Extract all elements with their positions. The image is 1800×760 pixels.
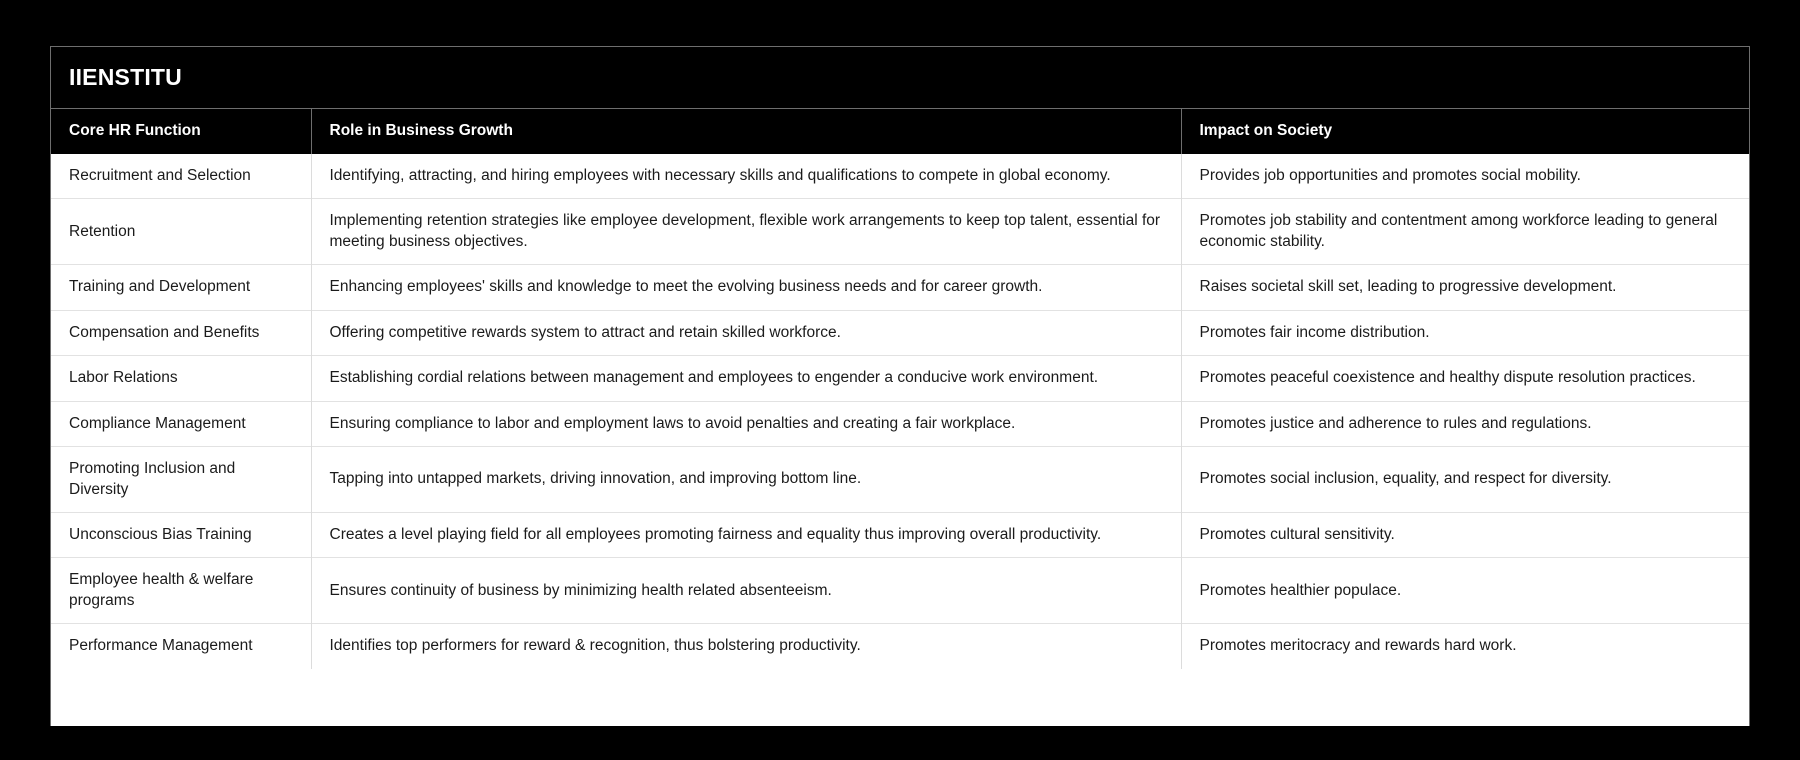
table-row xyxy=(51,199,1749,265)
cell-role-in-business-growth: Creates a level playing field for all employees promoting fairness and equality thus improving overall productivity. xyxy=(311,512,1181,557)
cell-role-in-business-growth: Tapping into untapped markets, driving innovation, and improving bottom line. xyxy=(311,447,1181,513)
cell-role-in-business-growth: Offering competitive rewards system to attract and retain skilled workforce. xyxy=(311,310,1181,355)
table-body xyxy=(51,154,1749,669)
brand-row xyxy=(51,47,1749,109)
table-row xyxy=(51,624,1749,669)
cell-role-in-business-growth: Enhancing employees' skills and knowledge to meet the evolving business needs and for career growth. xyxy=(311,265,1181,310)
cell-core-hr-function: Retention xyxy=(51,199,311,265)
table-row xyxy=(51,310,1749,355)
column-header-core-hr-function: Core HR Function xyxy=(51,109,311,154)
cell-impact-on-society: Promotes cultural sensitivity. xyxy=(1181,512,1749,557)
table-header xyxy=(51,47,1749,154)
table-row xyxy=(51,512,1749,557)
cell-role-in-business-growth: Implementing retention strategies like employee development, flexible work arrangements to keep top talent, essential for meeting business objectives. xyxy=(311,199,1181,265)
cell-role-in-business-growth: Ensures continuity of business by minimizing health related absenteeism. xyxy=(311,558,1181,624)
cell-role-in-business-growth: Ensuring compliance to labor and employment laws to avoid penalties and creating a fair workplace. xyxy=(311,401,1181,446)
cell-role-in-business-growth: Identifying, attracting, and hiring employees with necessary skills and qualifications to compete in global economy. xyxy=(311,154,1181,199)
cell-core-hr-function: Performance Management xyxy=(51,624,311,669)
cell-impact-on-society: Provides job opportunities and promotes social mobility. xyxy=(1181,154,1749,199)
cell-core-hr-function: Promoting Inclusion and Diversity xyxy=(51,447,311,513)
hr-function-table xyxy=(51,47,1749,669)
table-row xyxy=(51,447,1749,513)
cell-core-hr-function: Compliance Management xyxy=(51,401,311,446)
cell-impact-on-society: Raises societal skill set, leading to progressive development. xyxy=(1181,265,1749,310)
column-header-row xyxy=(51,109,1749,154)
table-row xyxy=(51,401,1749,446)
table-row xyxy=(51,356,1749,401)
cell-core-hr-function: Employee health & welfare programs xyxy=(51,558,311,624)
cell-impact-on-society: Promotes healthier populace. xyxy=(1181,558,1749,624)
cell-core-hr-function: Recruitment and Selection xyxy=(51,154,311,199)
cell-core-hr-function: Unconscious Bias Training xyxy=(51,512,311,557)
cell-role-in-business-growth: Identifies top performers for reward & recognition, thus bolstering productivity. xyxy=(311,624,1181,669)
cell-impact-on-society: Promotes fair income distribution. xyxy=(1181,310,1749,355)
brand-title: IIENSTITU xyxy=(51,47,1749,109)
hr-function-table-container xyxy=(50,46,1750,726)
cell-core-hr-function: Labor Relations xyxy=(51,356,311,401)
cell-impact-on-society: Promotes social inclusion, equality, and respect for diversity. xyxy=(1181,447,1749,513)
table-row xyxy=(51,154,1749,199)
cell-impact-on-society: Promotes meritocracy and rewards hard work. xyxy=(1181,624,1749,669)
table-row xyxy=(51,265,1749,310)
cell-core-hr-function: Training and Development xyxy=(51,265,311,310)
table-row xyxy=(51,558,1749,624)
column-header-role-in-business-growth: Role in Business Growth xyxy=(311,109,1181,154)
cell-core-hr-function: Compensation and Benefits xyxy=(51,310,311,355)
column-header-impact-on-society: Impact on Society xyxy=(1181,109,1749,154)
cell-impact-on-society: Promotes justice and adherence to rules and regulations. xyxy=(1181,401,1749,446)
cell-impact-on-society: Promotes peaceful coexistence and healthy dispute resolution practices. xyxy=(1181,356,1749,401)
cell-role-in-business-growth: Establishing cordial relations between management and employees to engender a conducive work environment. xyxy=(311,356,1181,401)
cell-impact-on-society: Promotes job stability and contentment among workforce leading to general economic stability. xyxy=(1181,199,1749,265)
